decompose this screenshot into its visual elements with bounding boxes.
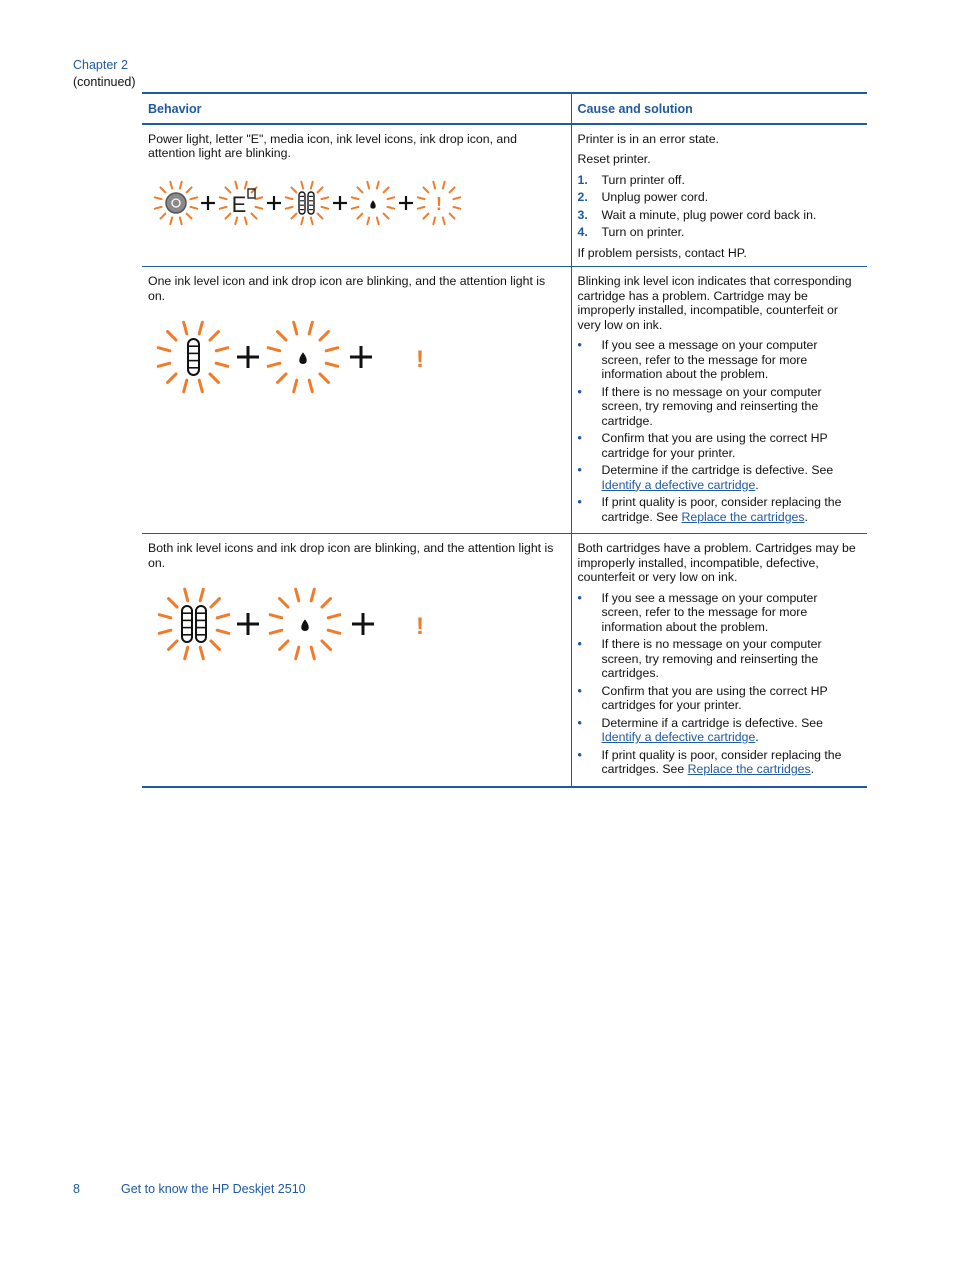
bullet-icon: • [577, 683, 582, 698]
blink-ray [268, 348, 280, 351]
blink-ray [433, 181, 435, 188]
bullet-icon: • [577, 463, 582, 477]
cause-text: Both cartridges have a problem. Cartridges may be improperly installed, incompatible, defective, counterfeit or very low on ink. [577, 541, 856, 584]
blink-ray [377, 181, 379, 188]
chapter-label: Chapter 2 [73, 58, 128, 72]
blink-ray [326, 348, 338, 351]
blink-ray [225, 187, 230, 192]
blink-ray [217, 630, 229, 633]
blink-ray [326, 363, 338, 366]
blink-ray [220, 206, 227, 208]
blink-ray [311, 217, 313, 224]
control-panel-illustration [148, 584, 565, 674]
bullet-text: If you see a message on your computer screen, refer to the message for more information about the problem. [601, 590, 818, 634]
list-item [578, 495, 862, 524]
blink-ray [318, 213, 323, 218]
blink-ray [387, 197, 394, 199]
cause-cell [571, 124, 867, 267]
bullet-icon: • [577, 747, 582, 762]
bullet-text: Confirm that you are using the correct HP cartridge for your printer. [601, 431, 828, 460]
letter-e-icon: E [231, 191, 247, 217]
blink-ray [309, 322, 312, 334]
blink-ray [384, 187, 389, 192]
blink-ray [321, 206, 328, 208]
blink-ray [180, 217, 182, 224]
blink-ray [187, 187, 192, 192]
behavior-cell [142, 534, 571, 787]
blinking-lights-graphic [148, 584, 448, 674]
blink-ray [168, 332, 176, 340]
blink-ray [184, 380, 187, 392]
list-item [578, 338, 862, 382]
plus-icon [237, 346, 259, 368]
plus-icon [267, 196, 281, 210]
bullet-text: If there is no message on your computer screen, try removing and reinserting the cartridge. [601, 384, 822, 428]
bullet-text: . [755, 730, 759, 744]
blink-ray [286, 197, 293, 199]
blink-ray [268, 363, 280, 366]
bullet-text: Determine if the cartridge is defective. See [601, 463, 834, 477]
blink-ray [320, 374, 328, 382]
blink-ray [200, 589, 203, 601]
bullet-text: Determine if a cartridge is defective. See [601, 715, 823, 730]
blink-ray [155, 197, 162, 199]
blink-ray [185, 647, 188, 659]
blink-ray [158, 363, 170, 366]
blink-ray [245, 217, 247, 224]
control-panel-illustration [148, 317, 565, 407]
step-text: Wait a minute, plug power cord back in. [601, 207, 817, 222]
attention-icon: ! [416, 346, 424, 373]
blink-ray [245, 181, 247, 188]
blink-ray [294, 380, 297, 392]
plus-icon [201, 196, 215, 210]
attention-icon: ! [436, 193, 442, 214]
blink-rays-icon [159, 589, 229, 659]
table-row [142, 267, 867, 534]
blink-ray [377, 217, 379, 224]
blink-ray [170, 181, 172, 188]
step-text: Turn on printer. [601, 225, 685, 239]
blink-ray [187, 213, 192, 218]
blink-ray [235, 181, 237, 188]
blink-ray [291, 187, 296, 192]
bullet-icon: • [577, 338, 582, 352]
ink-level-icon [188, 339, 199, 375]
blink-ray [211, 641, 219, 649]
blink-ray [418, 206, 425, 208]
behavior-text: Power light, letter "E", media icon, ink level icons, ink drop icon, and attention light are blinking. [148, 131, 517, 160]
list-item [578, 431, 862, 460]
replace-cartridges-link[interactable]: Replace the cartridges [681, 509, 805, 524]
ink-bar-outline [299, 192, 305, 214]
cause-text: Blinking ink level icon indicates that corresponding cartridge has a problem. Cartridge may be improperly installed, incompatible, counterfeit or very low on ink. [577, 274, 852, 332]
blink-ray [210, 332, 218, 340]
blink-ray [252, 213, 257, 218]
blink-ray [301, 217, 303, 224]
bullet-icon: • [577, 384, 582, 399]
blink-ray [158, 348, 170, 351]
table-row [142, 124, 867, 267]
ink-level-icon [308, 192, 314, 214]
blink-ray [169, 641, 177, 649]
list-item [578, 173, 862, 188]
list-item [578, 748, 862, 777]
blink-ray [220, 197, 227, 199]
bullet-text: Confirm that you are using the correct HP cartridges for your printer. [601, 683, 828, 712]
list-item [578, 684, 862, 713]
blink-ray [211, 599, 219, 607]
blink-ray [185, 589, 188, 601]
blink-ray [423, 187, 428, 192]
blink-ray [216, 363, 228, 366]
ink-drop-icon [301, 619, 308, 631]
blinking-lights-graphic [148, 317, 448, 407]
blink-ray [309, 380, 312, 392]
bullet-icon: • [577, 637, 582, 651]
blink-ray [252, 187, 257, 192]
blink-rays-icon [158, 322, 228, 392]
blink-ray [159, 615, 171, 618]
blink-ray [255, 206, 262, 208]
blink-ray [235, 217, 237, 224]
blink-ray [155, 206, 162, 208]
plus-icon [350, 346, 372, 368]
bullet-text: . [810, 762, 815, 776]
blink-ray [433, 217, 435, 224]
ink-level-icon [182, 606, 192, 642]
ink-level-icon [196, 606, 206, 642]
blink-ray [169, 599, 177, 607]
identify-defective-cartridge-link[interactable]: Identify a defective cartridge [601, 730, 756, 744]
power-button-icon [166, 193, 186, 213]
footer-title: Get to know the HP Deskjet 2510 [121, 1182, 306, 1196]
ink-level-icon [299, 192, 305, 214]
blink-ray [199, 380, 202, 392]
blink-ray [367, 181, 369, 188]
blink-ray [270, 630, 282, 633]
identify-defective-cartridge-link[interactable]: Identify a defective cartridge [601, 477, 756, 492]
plus-icon [399, 196, 413, 210]
blink-ray [387, 206, 394, 208]
step-text: Unplug power cord. [601, 190, 709, 204]
bullet-text: . [755, 477, 759, 492]
blink-ray [321, 197, 328, 199]
blink-ray [352, 197, 359, 199]
bullet-text: If print quality is poor, consider replacing the cartridges. See [601, 747, 842, 776]
bullet-text: If you see a message on your computer screen, refer to the message for more information about the problem. [601, 338, 818, 381]
blink-ray [278, 374, 286, 382]
behavior-cell [142, 267, 571, 534]
table-row [142, 534, 867, 787]
blink-ray [443, 217, 445, 224]
bullet-icon: • [577, 715, 582, 730]
blink-ray [320, 332, 328, 340]
table-header-row [142, 93, 867, 124]
blink-ray [159, 630, 171, 633]
blink-ray [296, 589, 299, 601]
cause-text: If problem persists, contact HP. [577, 245, 747, 260]
list-item [578, 385, 862, 429]
blink-ray [322, 641, 330, 649]
column-header-behavior: Behavior [142, 93, 571, 124]
ink-bar-outline [182, 606, 192, 642]
blink-ray [280, 641, 288, 649]
blink-ray [184, 322, 187, 334]
ink-bar-outline [196, 606, 206, 642]
blink-rays-icon [286, 181, 329, 224]
blink-ray [357, 187, 362, 192]
cause-cell [571, 267, 867, 534]
blink-ray [286, 206, 293, 208]
attention-icon: ! [416, 613, 424, 640]
blink-ray [450, 213, 455, 218]
blink-ray [255, 197, 262, 199]
blink-ray [216, 348, 228, 351]
blink-ray [450, 187, 455, 192]
ink-drop-icon [299, 352, 306, 364]
blink-ray [296, 647, 299, 659]
step-text: Turn printer off. [601, 172, 685, 187]
plus-icon [237, 613, 259, 635]
solutions-list [578, 591, 862, 777]
ink-bar-outline [308, 192, 314, 214]
continued-label: (continued) [73, 75, 136, 89]
column-header-cause: Cause and solution [571, 93, 867, 124]
blink-ray [423, 213, 428, 218]
blink-ray [278, 332, 286, 340]
blink-ray [418, 197, 425, 199]
list-item [578, 637, 862, 681]
step-number: 3. [577, 207, 588, 222]
cause-text: Printer is in an error state. [577, 131, 719, 146]
control-panel-illustration [148, 178, 565, 228]
solutions-list [578, 338, 862, 524]
blink-ray [170, 217, 172, 224]
blink-ray [328, 615, 340, 618]
blink-ray [352, 206, 359, 208]
blink-ray [160, 213, 165, 218]
blink-ray [294, 322, 297, 334]
bullet-icon: • [577, 431, 582, 445]
blink-ray [168, 374, 176, 382]
blink-ray [190, 197, 197, 199]
list-item [578, 208, 862, 223]
list-item [578, 716, 862, 745]
cause-text: Reset printer. [577, 152, 651, 166]
blink-ray [190, 206, 197, 208]
blink-ray [384, 213, 389, 218]
step-number: 2. [577, 190, 588, 204]
page-number: 8 [73, 1182, 80, 1196]
blink-ray [311, 647, 314, 659]
blink-ray [453, 197, 460, 199]
blink-ray [318, 187, 323, 192]
blink-ray [322, 599, 330, 607]
behavior-text: One ink level icon and ink drop icon are blinking, and the attention light is on. [148, 274, 546, 303]
behavior-text: Both ink level icons and ink drop icon are blinking, and the attention light is on. [148, 541, 554, 570]
behavior-cell [142, 124, 571, 267]
list-item [578, 225, 862, 240]
blink-ray [311, 589, 314, 601]
blink-ray [270, 615, 282, 618]
blink-ray [280, 599, 288, 607]
plus-icon [333, 196, 347, 210]
blink-ray [311, 181, 313, 188]
blink-ray [301, 181, 303, 188]
list-item [578, 591, 862, 635]
cause-cell [571, 534, 867, 787]
blink-ray [225, 213, 230, 218]
bullet-text: If there is no message on your computer screen, try removing and reinserting the cartridges. [601, 637, 822, 680]
ink-drop-icon [370, 200, 375, 208]
blink-ray [328, 630, 340, 633]
blink-ray [210, 374, 218, 382]
step-number: 4. [577, 225, 588, 239]
bullet-text: If print quality is poor, consider replacing the cartridge. See [601, 495, 842, 524]
bullet-text: . [804, 509, 808, 524]
blink-ray [443, 181, 445, 188]
step-number: 1. [577, 172, 588, 187]
ink-bar-outline [188, 339, 199, 375]
blink-ray [291, 213, 296, 218]
blink-ray [199, 322, 202, 334]
blink-ray [180, 181, 182, 188]
steps-list [578, 173, 862, 240]
blink-ray [200, 647, 203, 659]
blink-ray [357, 213, 362, 218]
list-item [578, 190, 862, 205]
blink-ray [453, 206, 460, 208]
blink-ray [367, 217, 369, 224]
blinking-lights-graphic [148, 178, 468, 228]
replace-cartridges-link[interactable]: Replace the cartridges [687, 762, 811, 776]
bullet-icon: • [577, 590, 582, 605]
bullet-icon: • [577, 495, 582, 509]
plus-icon [352, 613, 374, 635]
troubleshooting-table [142, 92, 867, 788]
list-item [578, 463, 862, 492]
blink-ray [160, 187, 165, 192]
blink-ray [217, 615, 229, 618]
